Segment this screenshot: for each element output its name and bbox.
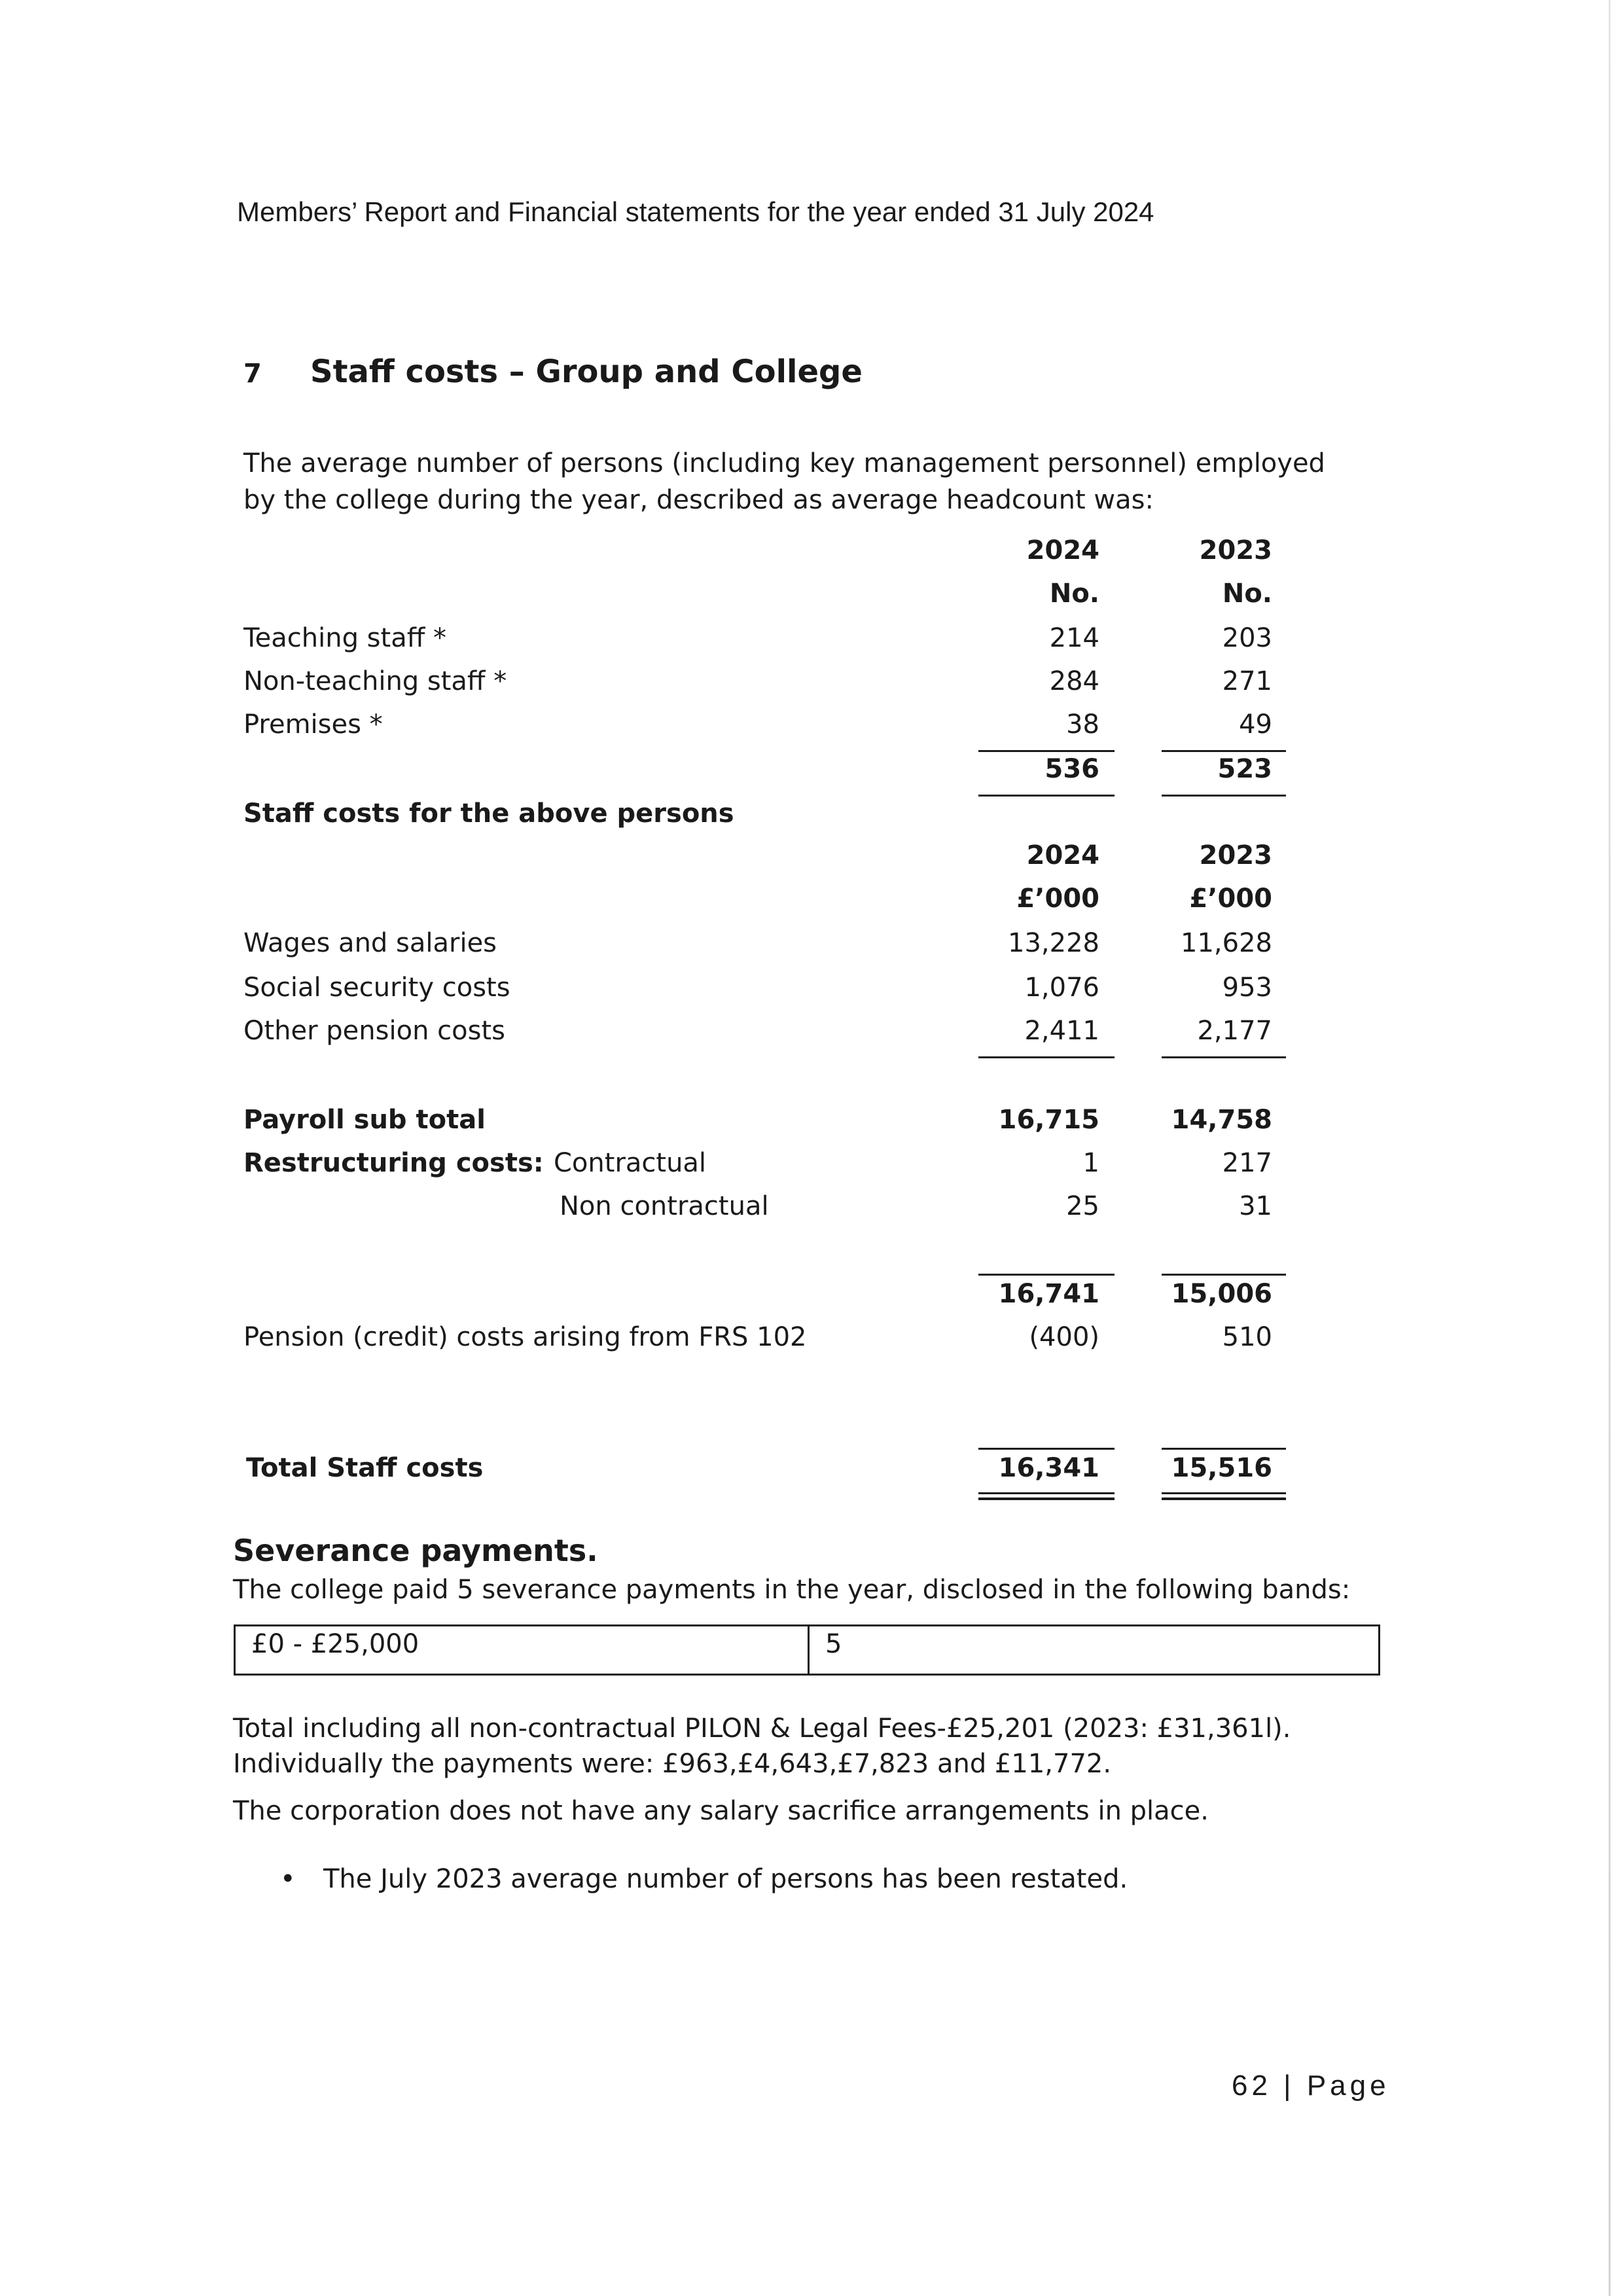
headcount-row-label: Non-teaching staff * — [243, 666, 507, 696]
severance-payments-line: Individually the payments were: £963,£4,643,£7,823 and £11,772. — [233, 1749, 1112, 1779]
headcount-total-rule-bottom — [978, 795, 1115, 797]
total-rule-double-1 — [978, 1492, 1115, 1494]
costs-subtotal2-rule — [978, 1274, 1115, 1276]
headcount-row-label: Teaching staff * — [243, 623, 446, 653]
severance-table — [234, 1624, 1380, 1676]
contractual-2023: 217 — [1222, 1148, 1272, 1178]
headcount-row-2023: 49 — [1239, 709, 1272, 740]
contractual-label: Contractual — [554, 1148, 707, 1178]
restated-note: The July 2023 average number of persons has been restated. — [323, 1864, 1128, 1894]
costs-year-2024: 2024 — [1026, 840, 1099, 870]
costs-subtotal-rule — [978, 1056, 1115, 1058]
total-staff-costs-2024: 16,341 — [998, 1453, 1099, 1483]
costs-heading: Staff costs for the above persons — [243, 798, 734, 829]
costs-row-2023: 2,177 — [1197, 1016, 1272, 1046]
section-title: Staff costs – Group and College — [310, 353, 863, 390]
contractual-2024: 1 — [1082, 1148, 1099, 1178]
total-rule-double-2 — [978, 1498, 1115, 1500]
payroll-subtotal-label: Payroll sub total — [243, 1105, 486, 1135]
headcount-total-rule-bottom — [1162, 795, 1286, 797]
headcount-row-2024: 284 — [1049, 666, 1099, 696]
headcount-year-2024: 2024 — [1026, 535, 1099, 565]
costs-row-label: Wages and salaries — [243, 928, 497, 958]
severance-intro: The college paid 5 severance payments in the year, disclosed in the following bands: — [233, 1575, 1351, 1605]
total-staff-costs-2023: 15,516 — [1171, 1453, 1272, 1483]
pension-label: Pension (credit) costs arising from FRS 102 — [243, 1322, 807, 1352]
severance-title: Severance payments. — [233, 1533, 598, 1568]
headcount-total-rule-top — [978, 750, 1115, 752]
costs-row-label: Social security costs — [243, 973, 510, 1003]
costs-row-2023: 953 — [1222, 973, 1272, 1003]
headcount-row-2023: 203 — [1222, 623, 1272, 653]
pension-2023: 510 — [1222, 1322, 1272, 1352]
non-contractual-label: Non contractual — [560, 1191, 769, 1221]
total-rule-top — [978, 1448, 1115, 1450]
subtotal-2023: 15,006 — [1171, 1279, 1272, 1309]
headcount-unit-2024: No. — [1049, 579, 1099, 609]
headcount-row-2023: 271 — [1222, 666, 1272, 696]
subtotal-2024: 16,741 — [998, 1279, 1099, 1309]
total-rule-double-2 — [1162, 1498, 1286, 1500]
bullet-icon: • — [280, 1864, 296, 1894]
costs-row-2024: 1,076 — [1024, 973, 1099, 1003]
document-header: Members’ Report and Financial statements for the year ended 31 July 2024 — [237, 196, 1154, 227]
payroll-subtotal-2023: 14,758 — [1171, 1105, 1272, 1135]
section-intro: The average number of persons (including key management personnel) employed by the college during the year, described as average headcount was: — [243, 448, 1325, 515]
headcount-total-rule-top — [1162, 750, 1286, 752]
costs-unit-2024: £’000 — [1016, 884, 1099, 914]
costs-unit-2023: £’000 — [1189, 884, 1272, 914]
severance-count: 5 — [825, 1629, 842, 1659]
headcount-row-2024: 214 — [1049, 623, 1099, 653]
headcount-total-2024: 536 — [1044, 754, 1099, 784]
severance-band: £0 - £25,000 — [236, 1626, 810, 1674]
total-rule-top — [1162, 1448, 1286, 1450]
payroll-subtotal-2024: 16,715 — [998, 1105, 1099, 1135]
costs-subtotal2-rule — [1162, 1274, 1286, 1276]
headcount-row-2024: 38 — [1066, 709, 1099, 740]
costs-row-2023: 11,628 — [1181, 928, 1272, 958]
headcount-row-label: Premises * — [243, 709, 383, 740]
costs-row-label: Other pension costs — [243, 1016, 505, 1046]
headcount-total-2023: 523 — [1217, 754, 1272, 784]
non-contractual-2024: 25 — [1066, 1191, 1099, 1221]
costs-row-2024: 13,228 — [1008, 928, 1099, 958]
section-number: 7 — [243, 359, 262, 389]
total-rule-double-1 — [1162, 1492, 1286, 1494]
costs-subtotal-rule — [1162, 1056, 1286, 1058]
page-number: 62 | Page — [1232, 2070, 1390, 2102]
severance-total-line: Total including all non-contractual PILON & Legal Fees-£25,201 (2023: £31,361l). — [233, 1713, 1291, 1744]
pension-2024: (400) — [1029, 1322, 1099, 1352]
headcount-year-2023: 2023 — [1199, 535, 1272, 565]
scan-edge — [1609, 0, 1611, 2296]
restructuring-label: Restructuring costs: — [243, 1148, 544, 1178]
salary-sacrifice-line: The corporation does not have any salary sacrifice arrangements in place. — [233, 1796, 1209, 1826]
costs-row-2024: 2,411 — [1024, 1016, 1099, 1046]
total-staff-costs-label: Total Staff costs — [246, 1453, 484, 1483]
non-contractual-2023: 31 — [1239, 1191, 1272, 1221]
headcount-unit-2023: No. — [1222, 579, 1272, 609]
costs-year-2023: 2023 — [1199, 840, 1272, 870]
